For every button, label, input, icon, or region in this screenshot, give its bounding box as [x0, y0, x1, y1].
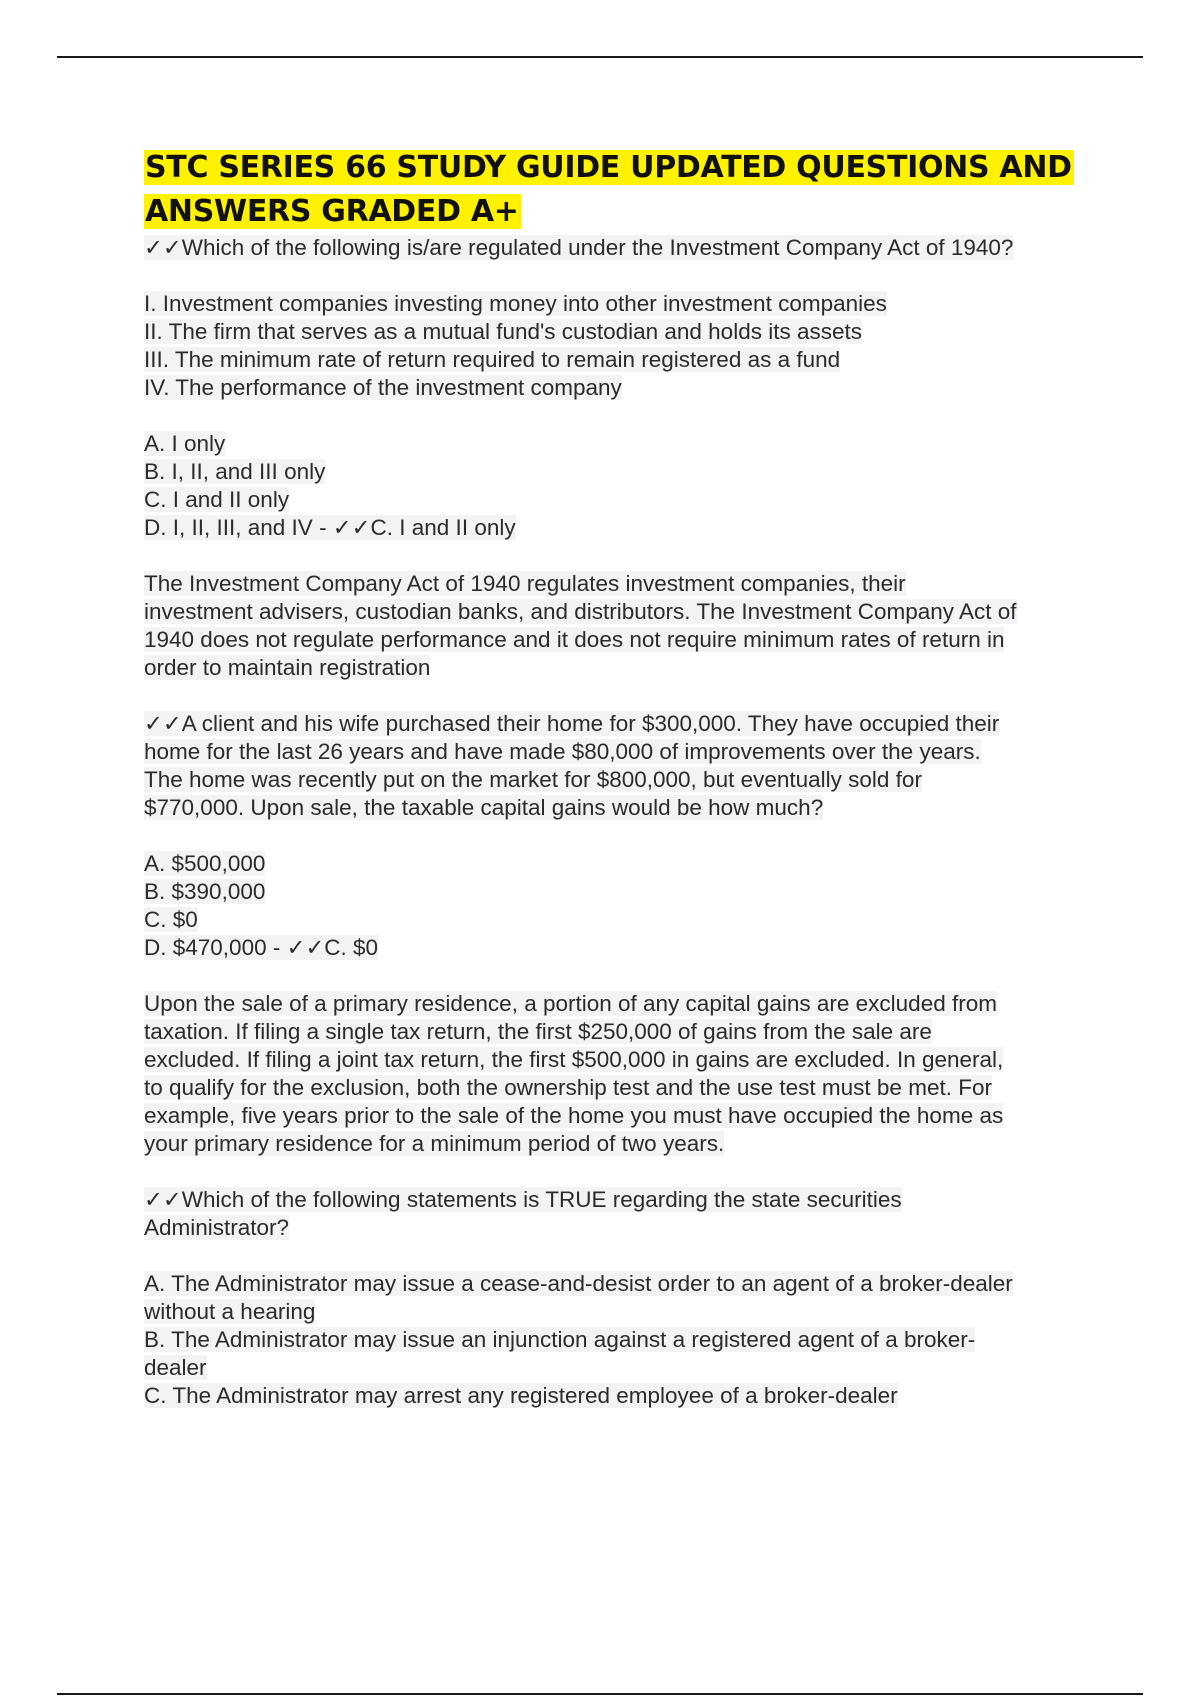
block-gap	[144, 262, 1084, 290]
statements-line	[144, 318, 1084, 346]
statements-block	[144, 290, 1084, 402]
bottom-rule	[57, 1693, 1143, 1695]
block-gap	[144, 542, 1084, 570]
explanation-line	[144, 1074, 1084, 1102]
question-text: $770,000. Upon sale, the taxable capital gains would be how much?	[144, 795, 824, 820]
choices-line	[144, 430, 1084, 458]
block-gap	[144, 1242, 1084, 1270]
choices-text: A. $500,000	[144, 851, 266, 876]
choices-text: dealer	[144, 1355, 207, 1380]
explanation-line	[144, 990, 1084, 1018]
choices-block	[144, 850, 1084, 962]
choices-text: B. $390,000	[144, 879, 266, 904]
explanation-text: example, five years prior to the sale of the home you must have occupied the home as	[144, 1103, 1004, 1128]
question-block	[144, 710, 1084, 822]
choices-text: D. $470,000 - ✓✓C. $0	[144, 935, 379, 960]
document-body	[144, 146, 1084, 1410]
block-gap	[144, 682, 1084, 710]
choices-line	[144, 1382, 1084, 1410]
choices-line	[144, 1326, 1084, 1354]
choices-text: C. The Administrator may arrest any registered employee of a broker-dealer	[144, 1383, 898, 1408]
choices-text: C. $0	[144, 907, 198, 932]
question-text: home for the last 26 years and have made $80,000 of improvements over the years.	[144, 739, 981, 764]
explanation-line	[144, 1130, 1084, 1158]
question-line	[144, 1186, 1084, 1214]
top-rule	[57, 56, 1143, 58]
choices-text: B. I, II, and III only	[144, 459, 326, 484]
choices-line	[144, 1354, 1084, 1382]
explanation-line	[144, 1046, 1084, 1074]
choices-line	[144, 906, 1084, 934]
explanation-text: excluded. If filing a joint tax return, the first $500,000 in gains are excluded. In general,	[144, 1047, 1004, 1072]
statements-text: I. Investment companies investing money into other investment companies	[144, 291, 887, 316]
explanation-text: 1940 does not regulate performance and it does not require minimum rates of return in	[144, 627, 1005, 652]
question-text: ✓✓Which of the following is/are regulated under the Investment Company Act of 1940?	[144, 235, 1014, 260]
block-gap	[144, 402, 1084, 430]
choices-line	[144, 486, 1084, 514]
explanation-line	[144, 626, 1084, 654]
choices-block	[144, 430, 1084, 542]
explanation-text: taxation. If filing a single tax return, the first $250,000 of gains from the sale are	[144, 1019, 932, 1044]
block-gap	[144, 962, 1084, 990]
question-text: ✓✓A client and his wife purchased their home for $300,000. They have occupied their	[144, 711, 1000, 736]
explanation-block	[144, 570, 1084, 682]
choices-line	[144, 1270, 1084, 1298]
question-line	[144, 1214, 1084, 1242]
explanation-text: The Investment Company Act of 1940 regulates investment companies, their	[144, 571, 906, 596]
question-text: Administrator?	[144, 1215, 290, 1240]
explanation-text: Upon the sale of a primary residence, a portion of any capital gains are excluded from	[144, 991, 997, 1016]
document-title	[144, 146, 1084, 234]
explanation-line	[144, 1018, 1084, 1046]
explanation-text: investment advisers, custodian banks, and distributors. The Investment Company Act of	[144, 599, 1017, 624]
explanation-block	[144, 990, 1084, 1158]
explanation-line	[144, 1102, 1084, 1130]
choices-line	[144, 1298, 1084, 1326]
statements-text: II. The firm that serves as a mutual fund's custodian and holds its assets	[144, 319, 862, 344]
explanation-text: order to maintain registration	[144, 655, 431, 680]
question-block	[144, 1186, 1084, 1242]
question-line	[144, 794, 1084, 822]
question-line	[144, 766, 1084, 794]
explanation-line	[144, 598, 1084, 626]
choices-line	[144, 514, 1084, 542]
choices-text: A. The Administrator may issue a cease-and-desist order to an agent of a broker-dealer	[144, 1271, 1013, 1296]
question-line	[144, 234, 1084, 262]
block-gap	[144, 1158, 1084, 1186]
question-block	[144, 234, 1084, 262]
statements-text: III. The minimum rate of return required to remain registered as a fund	[144, 347, 841, 372]
choices-line	[144, 850, 1084, 878]
choices-text: A. I only	[144, 431, 226, 456]
choices-text: D. I, II, III, and IV - ✓✓C. I and II only	[144, 515, 516, 540]
statements-text: IV. The performance of the investment company	[144, 375, 622, 400]
choices-block	[144, 1270, 1084, 1410]
question-text: The home was recently put on the market for $800,000, but eventually sold for	[144, 767, 922, 792]
statements-line	[144, 290, 1084, 318]
choices-line	[144, 934, 1084, 962]
choices-text: B. The Administrator may issue an injunction against a registered agent of a broker-	[144, 1327, 976, 1352]
qa-blocks	[144, 234, 1084, 1410]
choices-line	[144, 878, 1084, 906]
explanation-text: to qualify for the exclusion, both the ownership test and the use test must be met. For	[144, 1075, 992, 1100]
choices-text: without a hearing	[144, 1299, 316, 1324]
title-line-1: STC SERIES 66 STUDY GUIDE UPDATED QUESTIONS AND	[145, 150, 1072, 185]
choices-text: C. I and II only	[144, 487, 290, 512]
question-line	[144, 738, 1084, 766]
explanation-line	[144, 570, 1084, 598]
question-text: ✓✓Which of the following statements is TRUE regarding the state securities	[144, 1187, 902, 1212]
statements-line	[144, 374, 1084, 402]
explanation-text: your primary residence for a minimum period of two years.	[144, 1131, 725, 1156]
statements-line	[144, 346, 1084, 374]
question-line	[144, 710, 1084, 738]
block-gap	[144, 822, 1084, 850]
choices-line	[144, 458, 1084, 486]
explanation-line	[144, 654, 1084, 682]
title-line-2: ANSWERS GRADED A+	[145, 194, 519, 229]
